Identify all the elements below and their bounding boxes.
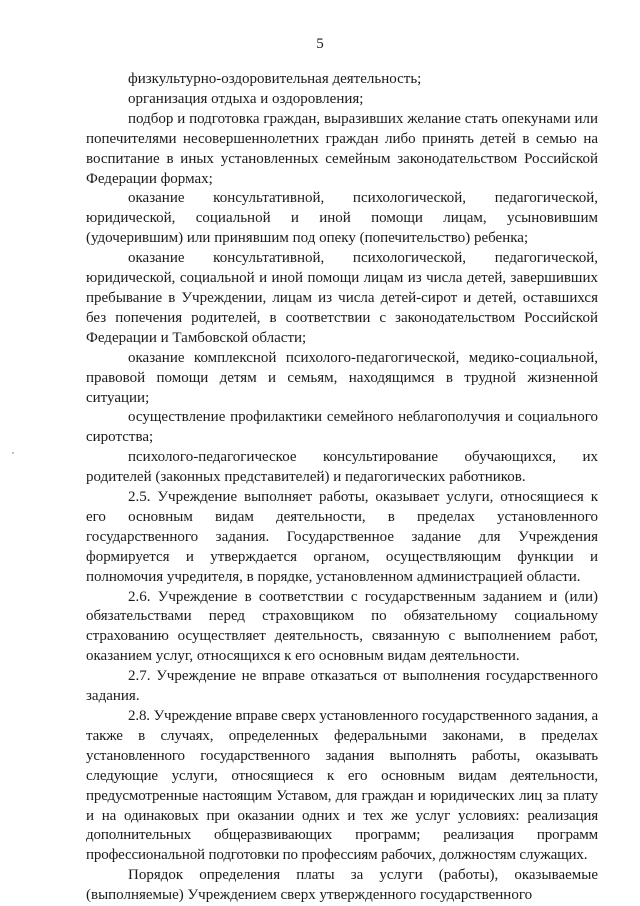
paragraph: оказание консультативной, психологической, педагогической, юридической, социальной и иной помощи лицам, усыновившим (удочерившим) или принявшим под опеку (попечительство) ребенка;	[86, 190, 598, 247]
paragraph: психолого-педагогическое консультирование обучающихся, их родителей (законных представителей) и педагогических работников.	[86, 449, 598, 486]
paragraph: осуществление профилактики семейного неблагополучия и социального сиротства;	[86, 409, 598, 446]
document-body	[86, 70, 598, 906]
paragraph: оказание комплексной психолого-педагогической, медико-социальной, правовой помощи детям и семьям, находящимся в трудной жизненной ситуации;	[86, 349, 598, 406]
paragraph: 2.7. Учреждение не вправе отказаться от выполнения государственного задания.	[86, 668, 598, 705]
page-number: 5	[316, 36, 324, 52]
paragraph: физкультурно-оздоровительная деятельность;	[128, 71, 422, 87]
paragraph: оказание консультативной, психологической, педагогической, юридической, социальной и иной помощи лицам из числа детей, завершивших пребывание в Учреждении, лицам из числа детей-сирот и детей, оставшихся без попечения родителей, в соответствии с законодательством Российской Федерации и Тамбовской области;	[86, 250, 598, 346]
paragraph: 2.6. Учреждение в соответствии с государственным заданием и (или) обязательствами перед страховщиком по обязательному социальному страхованию осуществляет деятельность, связанную с выполнением работ, оказанием услуг, относящихся к его основным видам деятельности.	[86, 588, 598, 665]
paragraph: Порядок определения платы за услуги (работы), оказываемые (выполняемые) Учреждением сверх утвержденного государственного	[86, 867, 598, 904]
scan-speck	[12, 452, 14, 454]
paragraph: 2.5. Учреждение выполняет работы, оказывает услуги, относящиеся к его основным видам деятельности, в пределах установленного государственного задания. Государственное задание для Учреждения формируется и утверждается органом, осуществляющим функции и полномочия учредителя, в порядке, установленном администрацией области.	[86, 489, 598, 585]
paragraph: подбор и подготовка граждан, выразивших желание стать опекунами или попечителями несовершеннолетних граждан либо принять детей в семью на воспитание в иных установленных семейным законодательством Российской Федерации формах;	[86, 110, 598, 187]
paragraph: организация отдыха и оздоровления;	[128, 90, 364, 107]
paragraph: 2.8. Учреждение вправе сверх установленного государственного задания, а также в случаях, определенных федеральными законами, в пределах установленного государственного задания выполнять работы, оказывать следующие услуги, относящиеся к его основным видам деятельности, предусмотренные настоящим Уставом, для граждан и юридических лиц за плату и на одинаковых при оказании одних и тех же услуг условиях: реализация дополнительных общеразвивающих программ; реализация программ профессиональной подготовки по профессиям рабочих, должностям служащих.	[86, 708, 598, 864]
